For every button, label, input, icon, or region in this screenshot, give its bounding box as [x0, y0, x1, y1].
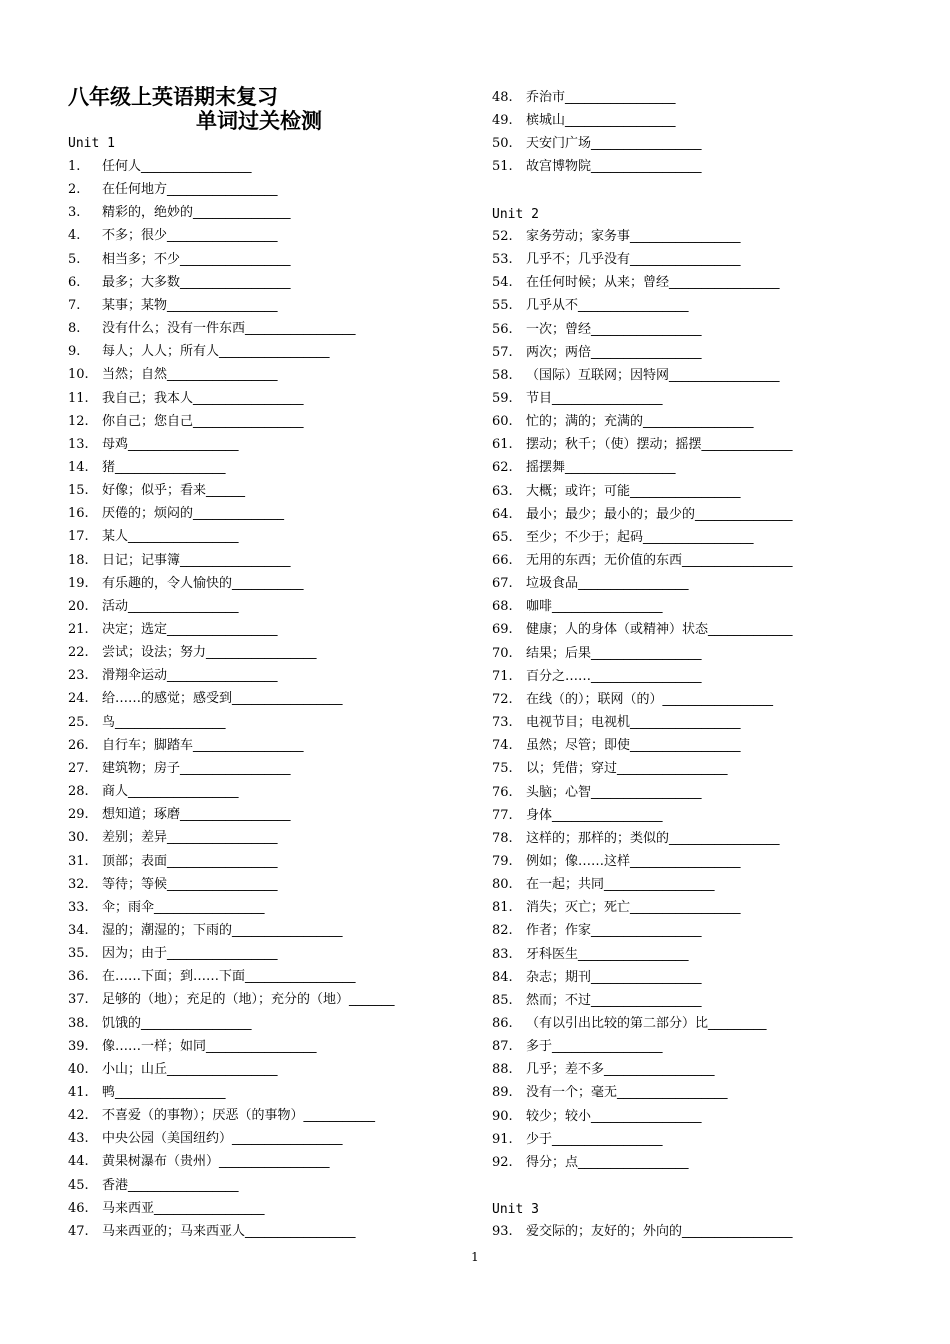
item-prompt: 几乎；差不多_________________	[526, 1062, 715, 1078]
item-number: 15.	[68, 483, 89, 499]
item-prompt: 垃圾食品_________________	[526, 576, 689, 592]
item-number: 85.	[492, 992, 513, 1008]
item-prompt: 杂志；期刊_________________	[526, 969, 702, 985]
item-prompt: 故宫博物院_________________	[526, 159, 702, 175]
item-prompt: 不喜爱（的事物）；厌恶（的事物）___________	[102, 1108, 376, 1124]
item-prompt: 摇摆舞_________________	[526, 460, 676, 476]
item-prompt: 尝试；设法；努力_________________	[102, 645, 317, 661]
item-number: 29.	[68, 807, 89, 823]
item-number: 22.	[68, 645, 89, 661]
item-number: 35.	[68, 946, 89, 962]
item-prompt: 某人_________________	[102, 529, 239, 545]
item-prompt: 饥饿的_________________	[102, 1015, 252, 1031]
item-number: 25.	[68, 714, 89, 730]
item-number: 80.	[492, 877, 513, 893]
item-prompt: 然而；不过_________________	[526, 992, 702, 1008]
item-number: 42.	[68, 1108, 89, 1124]
item-prompt: 结果；后果_________________	[526, 645, 702, 661]
item-prompt: 马来西亚的；马来西亚人_________________	[102, 1223, 356, 1239]
item-prompt: 给……的感觉；感受到_________________	[102, 691, 343, 707]
item-prompt: 任何人_________________	[102, 159, 252, 174]
item-number: 67.	[492, 576, 513, 592]
item-number: 60.	[492, 414, 513, 430]
item-number: 50.	[492, 136, 513, 152]
item-prompt: 无用的东西；无价值的东西_________________	[526, 553, 793, 568]
item-number: 24.	[68, 691, 89, 707]
item-prompt: 较少；较小_________________	[526, 1108, 702, 1124]
title-line-2: 单词过关检测	[196, 109, 322, 133]
item-number: 38.	[68, 1015, 89, 1031]
item-number: 70.	[492, 645, 513, 661]
item-prompt: 商人_________________	[102, 784, 239, 800]
item-prompt: 你自己；您自己_________________	[102, 413, 304, 429]
item-prompt: 在任何地方_________________	[102, 182, 278, 198]
item-number: 43.	[68, 1131, 89, 1147]
unit-label: Unit 3	[492, 1202, 539, 1218]
item-prompt: 自行车；脚踏车_________________	[102, 737, 304, 753]
item-number: 9.	[68, 344, 81, 360]
item-number: 64.	[492, 506, 513, 522]
item-prompt: 摆动；秋千；（使）摆动；摇摆______________	[526, 437, 793, 453]
item-prompt: 最小；最少；最小的；最少的_______________	[526, 506, 793, 522]
item-prompt: 母鸡_________________	[102, 436, 239, 452]
item-number: 47.	[68, 1223, 89, 1239]
item-prompt: 足够的（地）；充足的（地）；充分的（地）_______	[102, 992, 395, 1008]
item-number: 6.	[68, 274, 81, 290]
item-prompt: 在一起；共同_________________	[526, 877, 715, 893]
item-number: 84.	[492, 969, 513, 985]
item-prompt: 精彩的，绝妙的_______________	[102, 205, 291, 221]
item-prompt: 伞；雨伞_________________	[102, 899, 265, 915]
item-number: 77.	[492, 807, 513, 823]
item-number: 28.	[68, 784, 89, 800]
item-prompt: 天安门广场_________________	[526, 136, 702, 152]
item-prompt: 少于_________________	[526, 1131, 663, 1147]
page-number: 1	[471, 1250, 479, 1264]
item-number: 90.	[492, 1108, 513, 1124]
item-number: 33.	[68, 899, 89, 915]
item-prompt: 作者；作家_________________	[526, 923, 702, 939]
item-number: 58.	[492, 367, 513, 383]
item-prompt: 乔治市_________________	[526, 90, 676, 105]
item-number: 4.	[68, 228, 81, 244]
item-prompt: 爱交际的；友好的；外向的_________________	[526, 1224, 793, 1240]
item-number: 87.	[492, 1039, 513, 1055]
item-prompt: 头脑；心智_________________	[526, 784, 702, 800]
item-number: 57.	[492, 344, 513, 360]
item-number: 37.	[68, 992, 89, 1008]
item-prompt: 在线（的）；联网（的）_________________	[526, 691, 774, 707]
item-prompt: 当然；自然_________________	[102, 367, 278, 383]
item-prompt: 香港_________________	[102, 1177, 239, 1193]
item-number: 13.	[68, 436, 89, 452]
item-number: 54.	[492, 275, 513, 291]
item-prompt: （国际）互联网；因特网_________________	[526, 367, 780, 383]
item-number: 19.	[68, 575, 89, 591]
item-number: 21.	[68, 622, 89, 637]
item-prompt: 等待；等候_________________	[102, 876, 278, 892]
item-prompt: 家务劳动；家务事_________________	[526, 228, 741, 244]
item-number: 30.	[68, 830, 89, 846]
item-prompt: （有以引出比较的第二部分）比_________	[526, 1016, 767, 1031]
item-prompt: 电视节目；电视机_________________	[526, 715, 741, 731]
item-number: 17.	[68, 529, 89, 545]
item-prompt: 相当多；不少_________________	[102, 251, 291, 267]
item-number: 79.	[492, 853, 513, 869]
item-number: 51.	[492, 159, 513, 175]
item-prompt: 百分之……_________________	[526, 668, 702, 684]
item-number: 12.	[68, 413, 89, 429]
item-prompt: 某事；某物_________________	[102, 297, 278, 313]
item-number: 49.	[492, 113, 513, 129]
item-number: 45.	[68, 1177, 89, 1193]
item-number: 31.	[68, 853, 89, 869]
item-prompt: 多于_________________	[526, 1039, 663, 1055]
item-prompt: 健康；人的身体（或精神）状态_____________	[526, 622, 793, 638]
item-prompt: 最多；大多数_________________	[102, 274, 291, 290]
item-number: 41.	[68, 1085, 89, 1100]
item-prompt: 每人；人人；所有人_________________	[102, 344, 330, 360]
item-prompt: 湿的；潮湿的；下雨的_________________	[102, 922, 343, 938]
item-number: 56.	[492, 321, 513, 337]
item-number: 44.	[68, 1154, 89, 1170]
item-number: 78.	[492, 830, 513, 846]
item-number: 48.	[492, 90, 513, 105]
item-number: 83.	[492, 946, 513, 962]
item-number: 93.	[492, 1224, 513, 1240]
item-prompt: 几乎不；几乎没有_________________	[526, 252, 741, 268]
item-number: 5.	[68, 251, 81, 267]
item-prompt: 槟城山_________________	[526, 113, 676, 129]
item-prompt: 马来西亚_________________	[102, 1200, 265, 1216]
item-prompt: 滑翔伞运动_________________	[102, 668, 278, 684]
title-line-1: 八年级上英语期末复习	[68, 85, 278, 109]
item-number: 36.	[68, 969, 89, 985]
item-prompt: 好像；似乎；看来______	[102, 483, 246, 499]
item-prompt: 厌倦的；烦闷的______________	[102, 506, 285, 522]
item-prompt: 有乐趣的，令人愉快的___________	[102, 575, 304, 591]
item-prompt: 没有什么；没有一件东西_________________	[102, 321, 356, 337]
item-number: 82.	[492, 923, 513, 939]
item-prompt: 例如；像……这样_________________	[526, 853, 741, 869]
unit-label: Unit 1	[68, 136, 115, 151]
item-number: 27.	[68, 760, 89, 776]
item-number: 76.	[492, 784, 513, 800]
item-prompt: 日记；记事簿_________________	[102, 552, 291, 568]
item-prompt: 决定；选定_________________	[102, 622, 278, 637]
item-prompt: 小山；山丘_________________	[102, 1061, 278, 1077]
item-number: 2.	[68, 182, 81, 198]
item-number: 75.	[492, 761, 513, 777]
item-prompt: 大概；或许；可能_________________	[526, 483, 741, 499]
item-number: 39.	[68, 1038, 89, 1054]
item-number: 73.	[492, 715, 513, 731]
item-number: 62.	[492, 460, 513, 476]
item-prompt: 几乎从不_________________	[526, 298, 689, 314]
item-prompt: 黄果树瀑布（贵州）_________________	[102, 1154, 330, 1170]
item-prompt: 两次；两倍_________________	[526, 344, 702, 360]
item-prompt: 咖啡_________________	[526, 599, 663, 615]
item-number: 46.	[68, 1200, 89, 1216]
item-prompt: 身体_________________	[526, 807, 663, 823]
item-prompt: 活动_________________	[102, 598, 239, 614]
item-number: 66.	[492, 553, 513, 568]
item-prompt: 忙的；满的；充满的_________________	[526, 414, 754, 430]
item-number: 3.	[68, 205, 81, 221]
item-number: 91.	[492, 1131, 513, 1147]
item-prompt: 至少；不少于；起码_________________	[526, 529, 754, 545]
item-number: 1.	[68, 159, 81, 174]
item-number: 16.	[68, 506, 89, 522]
item-prompt: 不多；很少_________________	[102, 228, 278, 244]
item-prompt: 建筑物；房子_________________	[102, 760, 291, 776]
item-prompt: 鸟_________________	[102, 714, 226, 730]
item-prompt: 差别；差异_________________	[102, 830, 278, 846]
item-prompt: 像……一样；如同_________________	[102, 1038, 317, 1054]
item-prompt: 想知道；琢磨_________________	[102, 807, 291, 823]
item-number: 86.	[492, 1016, 513, 1031]
unit-label: Unit 2	[492, 206, 539, 222]
item-prompt: 顶部；表面_________________	[102, 853, 278, 869]
item-number: 61.	[492, 437, 513, 453]
item-number: 10.	[68, 367, 89, 383]
item-number: 63.	[492, 483, 513, 499]
item-number: 59.	[492, 390, 513, 406]
item-number: 20.	[68, 598, 89, 614]
item-prompt: 猪_________________	[102, 459, 226, 475]
item-number: 14.	[68, 459, 89, 475]
item-number: 23.	[68, 668, 89, 684]
item-number: 32.	[68, 876, 89, 892]
item-prompt: 这样的；那样的；类似的_________________	[526, 830, 780, 846]
item-prompt: 我自己；我本人_________________	[102, 390, 304, 406]
item-number: 40.	[68, 1061, 89, 1077]
item-prompt: 鸭_________________	[102, 1085, 226, 1100]
item-number: 34.	[68, 922, 89, 938]
item-number: 11.	[68, 390, 89, 406]
item-prompt: 在……下面；到……下面_________________	[102, 969, 356, 985]
item-number: 7.	[68, 297, 81, 313]
item-prompt: 因为；由于_________________	[102, 946, 278, 962]
item-number: 65.	[492, 529, 513, 545]
item-number: 26.	[68, 737, 89, 753]
item-prompt: 虽然；尽管；即使_________________	[526, 738, 741, 754]
item-prompt: 以；凭借；穿过_________________	[526, 761, 728, 777]
item-prompt: 节目_________________	[526, 390, 663, 406]
item-number: 52.	[492, 228, 513, 244]
item-number: 71.	[492, 668, 513, 684]
item-number: 8.	[68, 321, 81, 337]
item-prompt: 中央公园（美国纽约）_________________	[102, 1131, 343, 1147]
item-number: 53.	[492, 252, 513, 268]
item-prompt: 没有一个；毫无_________________	[526, 1085, 728, 1101]
item-number: 81.	[492, 900, 513, 916]
item-number: 88.	[492, 1062, 513, 1078]
item-number: 72.	[492, 691, 513, 707]
item-number: 92.	[492, 1154, 513, 1170]
item-number: 68.	[492, 599, 513, 615]
item-prompt: 得分；点_________________	[526, 1154, 689, 1170]
item-number: 55.	[492, 298, 513, 314]
item-prompt: 牙科医生_________________	[526, 946, 689, 962]
item-number: 89.	[492, 1085, 513, 1101]
item-prompt: 一次；曾经_________________	[526, 321, 702, 337]
item-number: 69.	[492, 622, 513, 638]
item-prompt: 消失；灭亡；死亡_________________	[526, 900, 741, 916]
item-number: 18.	[68, 552, 89, 568]
item-number: 74.	[492, 738, 513, 754]
item-prompt: 在任何时候；从来；曾经_________________	[526, 275, 780, 291]
